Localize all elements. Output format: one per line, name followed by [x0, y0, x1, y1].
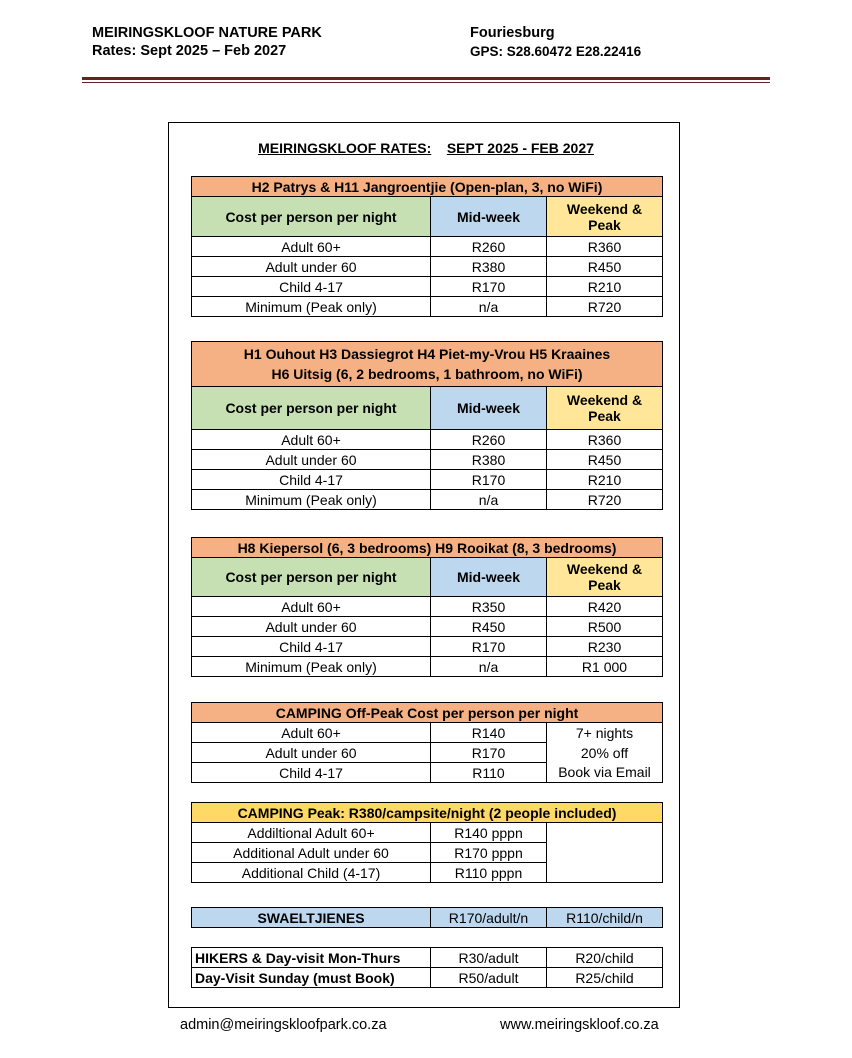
table-cell: 20% off	[547, 743, 663, 763]
table-cell: Child 4-17	[192, 637, 431, 657]
table-cell: R50/adult	[431, 968, 547, 988]
table-row	[192, 823, 663, 843]
table-cell: R720	[547, 297, 663, 317]
table-cell: R260	[431, 237, 547, 257]
footer-email[interactable]: admin@meiringskloofpark.co.za	[180, 1017, 387, 1033]
rates-table-h8-h9	[191, 537, 663, 677]
title-right: SEPT 2025 - FEB 2027	[446, 140, 594, 156]
town: Fouriesburg	[470, 25, 555, 41]
midweek-header: Mid-week	[431, 558, 547, 597]
table-cell: R380	[431, 257, 547, 277]
table-cell: R170/adult/n	[431, 908, 547, 928]
table-row	[192, 743, 663, 763]
table-cell: Child 4-17	[192, 470, 431, 490]
table-cell: R260	[431, 430, 547, 450]
swaeltjienes-table	[191, 907, 663, 928]
table-row	[192, 297, 663, 317]
table-cell: R170	[431, 637, 547, 657]
table-cell: R450	[431, 617, 547, 637]
cost-header: Cost per person per night	[192, 197, 431, 237]
gps-coordinates: GPS: S28.60472 E28.22416	[470, 44, 642, 59]
table-row	[192, 470, 663, 490]
table-cell: R140	[431, 723, 547, 743]
weekend-header: Weekend & Peak	[547, 558, 663, 597]
table-cell: Day-Visit Sunday (must Book)	[192, 968, 431, 988]
rates-table-h2-h11	[191, 176, 663, 317]
weekend-header: Weekend & Peak	[547, 197, 663, 237]
table-cell: R360	[547, 237, 663, 257]
table-cell: R210	[547, 470, 663, 490]
table-heading: H2 Patrys & H11 Jangroentjie (Open-plan, 3, no WiFi)	[192, 177, 663, 197]
table-cell: Adult under 60	[192, 257, 431, 277]
table-heading: CAMPING Off-Peak Cost per person per night	[192, 703, 663, 723]
table-row	[192, 597, 663, 617]
table-cell: R720	[547, 490, 663, 510]
table-heading: CAMPING Peak: R380/campsite/night (2 people included)	[192, 803, 663, 823]
table-row	[192, 257, 663, 277]
table-row	[192, 723, 663, 743]
table-cell: Adult under 60	[192, 450, 431, 470]
table-cell: R170	[431, 470, 547, 490]
table-cell: R170 pppn	[431, 843, 547, 863]
table-cell: R230	[547, 637, 663, 657]
cost-header: Cost per person per night	[192, 387, 431, 430]
table-row	[192, 968, 663, 988]
table-cell: R210	[547, 277, 663, 297]
table-cell: Additional Child (4-17)	[192, 863, 431, 883]
table-heading: H1 Ouhout H3 Dassiegrot H4 Piet-my-Vrou H5 Kraaines H6 Uitsig (6, 2 bedrooms, 1 bathroom, no WiFi)	[192, 342, 663, 387]
table-cell: Additional Adult under 60	[192, 843, 431, 863]
table-cell: R110 pppn	[431, 863, 547, 883]
table-cell: Minimum (Peak only)	[192, 297, 431, 317]
table-cell: Adult 60+	[192, 237, 431, 257]
table-row	[192, 617, 663, 637]
table-cell: Minimum (Peak only)	[192, 490, 431, 510]
table-cell: R450	[547, 450, 663, 470]
camping-offpeak-table	[191, 702, 663, 783]
table-cell: R110/child/n	[547, 908, 663, 928]
table-cell: Adult 60+	[192, 430, 431, 450]
header-rule	[82, 77, 770, 80]
table-cell: R140 pppn	[431, 823, 547, 843]
table-row	[192, 277, 663, 297]
weekend-header: Weekend & Peak	[547, 387, 663, 430]
table-cell: 7+ nights	[547, 723, 663, 743]
table-cell: n/a	[431, 297, 547, 317]
table-cell: Adult under 60	[192, 743, 431, 763]
rates-table-h1-h6	[191, 341, 663, 510]
midweek-header: Mid-week	[431, 387, 547, 430]
table-cell: R420	[547, 597, 663, 617]
table-row	[192, 450, 663, 470]
table-cell: n/a	[431, 657, 547, 677]
table-cell	[547, 823, 663, 883]
table-cell: SWAELTJIENES	[192, 908, 431, 928]
table-cell: Adult 60+	[192, 723, 431, 743]
table-row	[192, 637, 663, 657]
table-cell: Child 4-17	[192, 277, 431, 297]
table-cell: Adult under 60	[192, 617, 431, 637]
table-cell: Book via Email	[547, 763, 663, 783]
page-title	[0, 139, 852, 157]
table-cell: R110	[431, 763, 547, 783]
table-cell: Child 4-17	[192, 763, 431, 783]
table-row	[192, 763, 663, 783]
table-row	[192, 657, 663, 677]
table-row	[192, 948, 663, 968]
table-row	[192, 490, 663, 510]
header-rule-thin	[82, 82, 770, 83]
table-cell: R30/adult	[431, 948, 547, 968]
title-left: MEIRINGSKLOOF RATES:	[258, 140, 432, 156]
cost-header: Cost per person per night	[192, 558, 431, 597]
table-row	[192, 430, 663, 450]
table-cell: R170	[431, 743, 547, 763]
table-cell: Minimum (Peak only)	[192, 657, 431, 677]
table-cell: R380	[431, 450, 547, 470]
rates-period: Rates: Sept 2025 – Feb 2027	[92, 43, 287, 59]
midweek-header: Mid-week	[431, 197, 547, 237]
table-cell: R20/child	[547, 948, 663, 968]
table-cell: n/a	[431, 490, 547, 510]
table-cell: R450	[547, 257, 663, 277]
table-cell: R1 000	[547, 657, 663, 677]
table-cell: HIKERS & Day-visit Mon-Thurs	[192, 948, 431, 968]
table-row	[192, 908, 663, 928]
table-cell: Adult 60+	[192, 597, 431, 617]
camping-peak-table	[191, 802, 663, 883]
table-heading: H8 Kiepersol (6, 3 bedrooms) H9 Rooikat (8, 3 bedrooms)	[192, 538, 663, 558]
table-cell: R500	[547, 617, 663, 637]
table-cell: R25/child	[547, 968, 663, 988]
footer-website[interactable]: www.meiringskloof.co.za	[500, 1017, 659, 1033]
park-name: MEIRINGSKLOOF NATURE PARK	[92, 25, 322, 41]
hikers-table	[191, 947, 663, 988]
table-cell: Addiltional Adult 60+	[192, 823, 431, 843]
table-row	[192, 237, 663, 257]
table-cell: R350	[431, 597, 547, 617]
table-cell: R360	[547, 430, 663, 450]
table-cell: R170	[431, 277, 547, 297]
